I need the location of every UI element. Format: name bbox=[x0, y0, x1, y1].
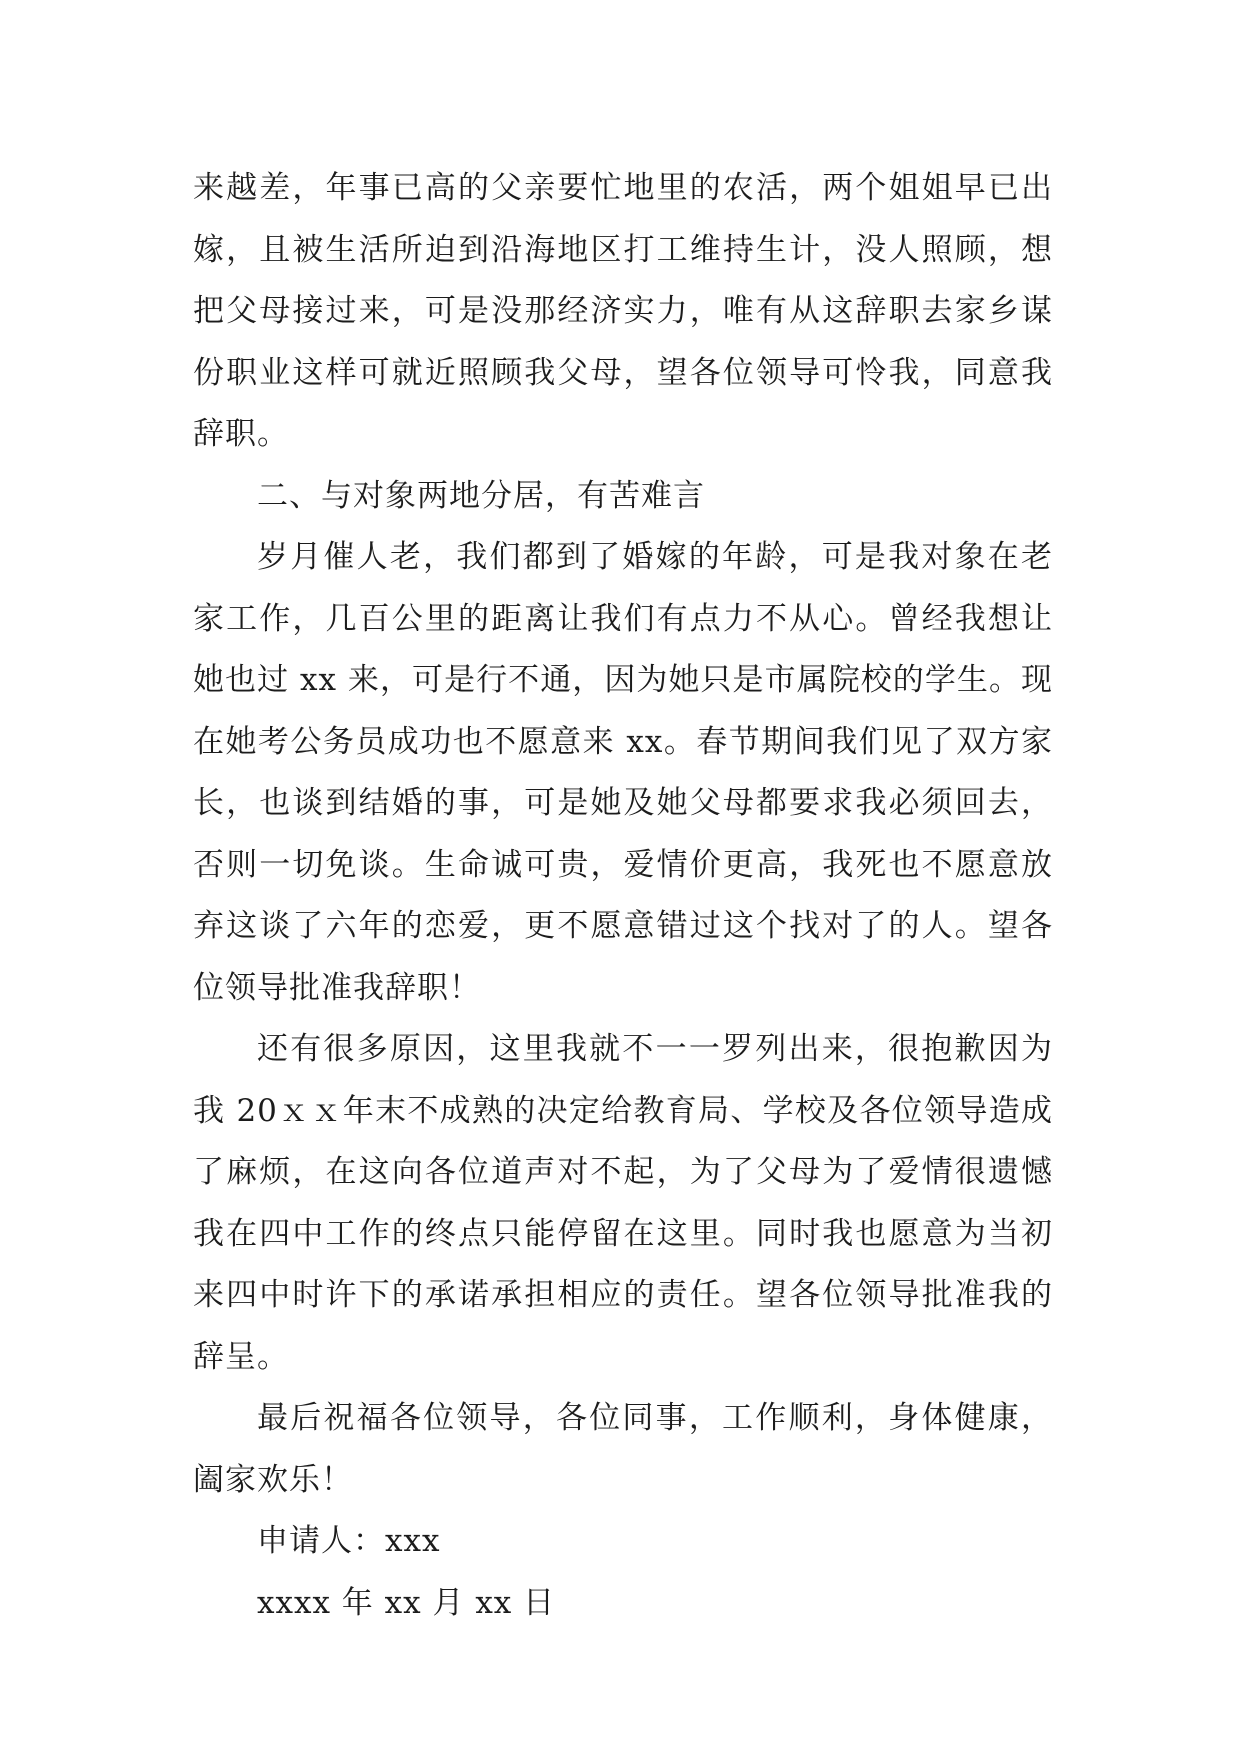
paragraph-family-reason: 来越差，年事已高的父亲要忙地里的农活，两个姐姐早已出嫁，且被生活所迫到沿海地区打工维持生计，没人照顾，想把父母接过来，可是没那经济实力，唯有从这辞职去家乡谋份职业这样可就近照顾我父母，望各位领导可怜我，同意我辞职。 bbox=[193, 170, 1053, 452]
signature-date: xxxx 年 xx 月 xx 日 bbox=[257, 1584, 556, 1621]
section-heading-two: 二、与对象两地分居，有苦难言 bbox=[257, 477, 705, 514]
paragraph-apology: 还有很多原因，这里我就不一一罗列出来，很抱歉因为我 20ｘｘ年末不成熟的决定给教育局、学校及各位领导造成了麻烦，在这向各位道声对不起，为了父母为了爱情很遗憾我在四中工作的终点只能停留在这里。同时我也愿意为当初来四中时许下的承诺承担相应的责任。望各位领导批准我的辞呈。 bbox=[193, 1031, 1053, 1375]
paragraph-partner-reason: 岁月催人老，我们都到了婚嫁的年龄，可是我对象在老家工作，几百公里的距离让我们有点力不从心。曾经我想让她也过 xx 来，可是行不通，因为她只是市属院校的学生。现在她考公务员成功也不愿意来 xx。春节期间我们见了双方家长，也谈到结婚的事，可是她及她父母都要求我必须回去，否则一切免谈。生命诚可贵，爱情价更高，我死也不愿意放弃这谈了六年的恋爱，更不愿意错过这个找对了的人。望各位领导批准我辞职！ bbox=[193, 539, 1053, 1006]
paragraph-closing-wishes: 最后祝福各位领导，各位同事，工作顺利，身体健康，阖家欢乐！ bbox=[193, 1400, 1053, 1498]
document-body bbox=[193, 158, 1053, 1634]
applicant-signature: 申请人：xxx bbox=[257, 1523, 441, 1559]
